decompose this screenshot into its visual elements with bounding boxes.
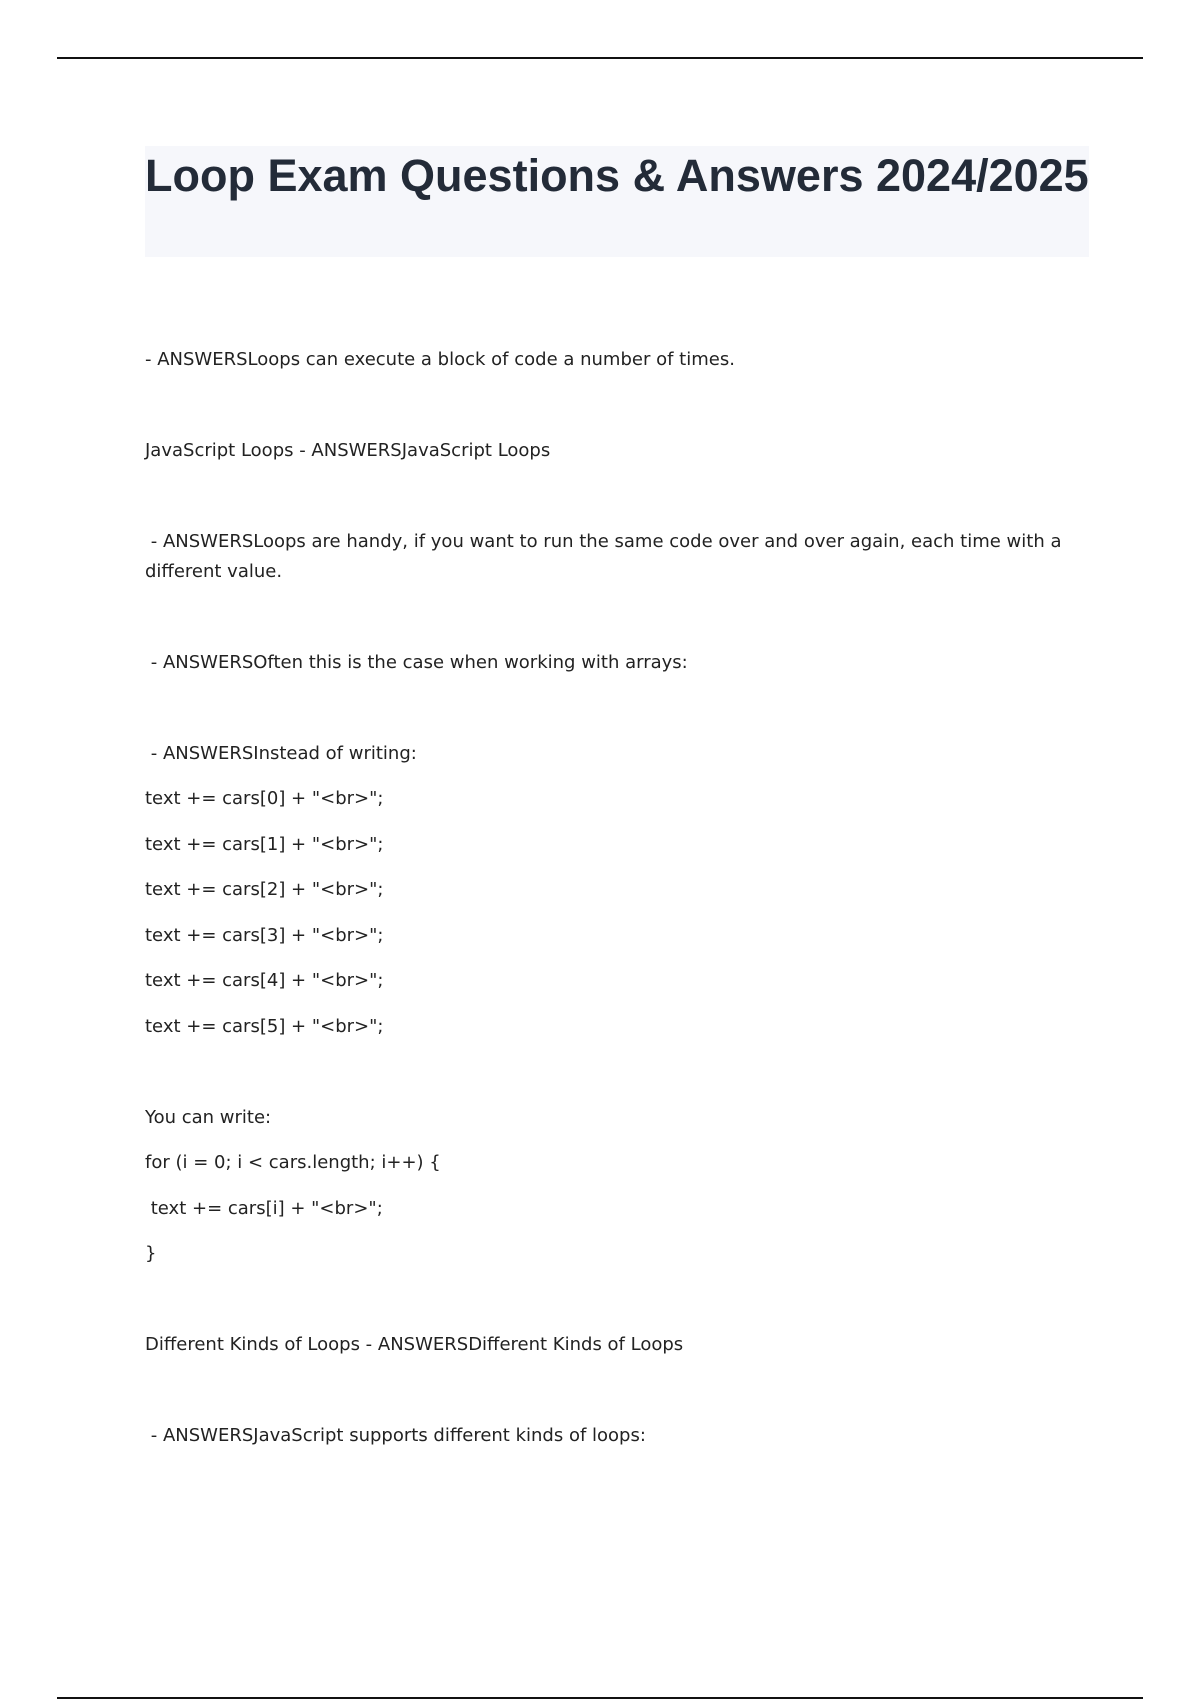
text-line: You can write: (145, 1107, 272, 1128)
code-line: text += cars[5] + "<br>"; (145, 1016, 384, 1037)
code-line: text += cars[4] + "<br>"; (145, 970, 384, 991)
text-line: JavaScript Loops - ANSWERSJavaScript Loops (145, 440, 551, 461)
title-block (145, 146, 1089, 257)
top-rule (57, 57, 1143, 59)
document-title: Loop Exam Questions & Answers 2024/2025 (145, 150, 1089, 201)
text-line: - ANSWERSJavaScript supports different kinds of loops: (145, 1425, 646, 1446)
code-line: text += cars[1] + "<br>"; (145, 834, 384, 855)
code-line: text += cars[2] + "<br>"; (145, 879, 384, 900)
code-line: text += cars[i] + "<br>"; (145, 1198, 383, 1219)
text-line: - ANSWERSOften this is the case when working with arrays: (145, 652, 688, 673)
code-line: } (145, 1243, 157, 1264)
text-line: - ANSWERSLoops are handy, if you want to run the same code over and over again, each time with a different value. (145, 531, 1068, 582)
code-line: text += cars[3] + "<br>"; (145, 925, 384, 946)
text-line: Different Kinds of Loops - ANSWERSDifferent Kinds of Loops (145, 1334, 684, 1355)
text-line: - ANSWERSInstead of writing: (145, 743, 417, 764)
text-line: - ANSWERSLoops can execute a block of code a number of times. (145, 349, 735, 370)
code-line: text += cars[0] + "<br>"; (145, 788, 384, 809)
bottom-rule (57, 1697, 1143, 1699)
code-line: for (i = 0; i < cars.length; i++) { (145, 1152, 441, 1173)
